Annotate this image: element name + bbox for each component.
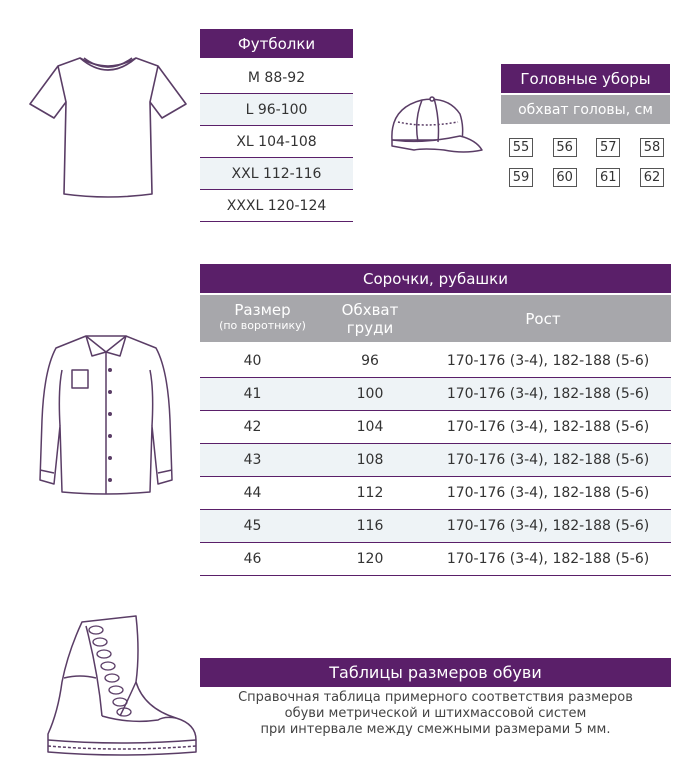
header-size-note: (по воротнику) xyxy=(219,319,306,332)
cell-size: 40 xyxy=(243,353,262,369)
table-row xyxy=(200,510,671,543)
table-row xyxy=(200,411,671,444)
shoes-description xyxy=(200,690,671,738)
header-chest xyxy=(325,301,415,337)
shirts-table-header xyxy=(200,295,671,342)
cell-height: 170-176 (3-4), 182-188 (5-6) xyxy=(446,485,650,501)
cell-size: 43 xyxy=(243,452,262,468)
tshirt-size-row: XXL 112-116 xyxy=(200,158,353,190)
header-size xyxy=(200,301,325,333)
hats-title: Головные уборы xyxy=(501,64,670,93)
cell-chest: 96 xyxy=(361,353,379,369)
tshirt-size-row: M 88-92 xyxy=(200,62,353,94)
tshirts-size-list xyxy=(200,62,353,222)
table-row xyxy=(200,345,671,378)
cell-chest: 120 xyxy=(356,551,384,567)
cell-chest: 108 xyxy=(356,452,384,468)
header-chest-line1: Обхват xyxy=(341,301,399,319)
shoes-description-line1: Справочная таблица примерного соответствия размеров xyxy=(238,690,633,705)
hat-size-cell: 55 xyxy=(509,138,533,157)
shoes-description-line2: обуви метрической и штихмассовой систем xyxy=(284,706,587,721)
tshirt-icon xyxy=(28,52,188,200)
hat-size-cell: 57 xyxy=(596,138,620,157)
tshirt-size-row: XXXL 120-124 xyxy=(200,190,353,222)
shoes-description-line3: при интервале между смежными размерами 5 мм. xyxy=(260,722,611,737)
cell-height: 170-176 (3-4), 182-188 (5-6) xyxy=(446,419,650,435)
cell-height: 170-176 (3-4), 182-188 (5-6) xyxy=(446,551,650,567)
table-row xyxy=(200,378,671,411)
table-row xyxy=(200,444,671,477)
shirts-table-body xyxy=(200,345,671,576)
header-height: Рост xyxy=(525,310,561,328)
hat-size-cell: 59 xyxy=(509,168,533,187)
hat-size-cell: 60 xyxy=(553,168,577,187)
hat-size-grid xyxy=(509,138,664,198)
hat-size-cell: 58 xyxy=(640,138,664,157)
cell-height: 170-176 (3-4), 182-188 (5-6) xyxy=(446,452,650,468)
hats-subtitle: обхват головы, см xyxy=(501,95,670,124)
shirt-icon xyxy=(36,330,176,498)
cell-chest: 100 xyxy=(356,386,384,402)
header-chest-line2: груди xyxy=(346,319,394,337)
hat-size-cell: 61 xyxy=(596,168,620,187)
cell-chest: 112 xyxy=(356,485,384,501)
tshirt-size-row: L 96-100 xyxy=(200,94,353,126)
cell-height: 170-176 (3-4), 182-188 (5-6) xyxy=(446,353,650,369)
cell-chest: 104 xyxy=(356,419,384,435)
cell-size: 45 xyxy=(243,518,262,534)
cell-height: 170-176 (3-4), 182-188 (5-6) xyxy=(446,386,650,402)
cell-size: 42 xyxy=(243,419,262,435)
shoes-title: Таблицы размеров обуви xyxy=(200,658,671,687)
cell-size: 44 xyxy=(243,485,262,501)
table-row xyxy=(200,543,671,576)
hat-size-row xyxy=(509,168,664,187)
boot-icon xyxy=(40,612,200,762)
hat-size-cell: 62 xyxy=(640,168,664,187)
hat-size-row xyxy=(509,138,664,157)
cell-chest: 116 xyxy=(356,518,384,534)
cap-icon xyxy=(384,92,484,158)
tshirts-title: Футболки xyxy=(200,29,353,58)
cell-size: 41 xyxy=(243,386,262,402)
hat-size-cell: 56 xyxy=(553,138,577,157)
tshirt-size-row: XL 104-108 xyxy=(200,126,353,158)
cell-height: 170-176 (3-4), 182-188 (5-6) xyxy=(446,518,650,534)
shirts-title: Сорочки, рубашки xyxy=(200,264,671,293)
header-size-label: Размер xyxy=(234,301,291,319)
cell-size: 46 xyxy=(243,551,262,567)
table-row xyxy=(200,477,671,510)
